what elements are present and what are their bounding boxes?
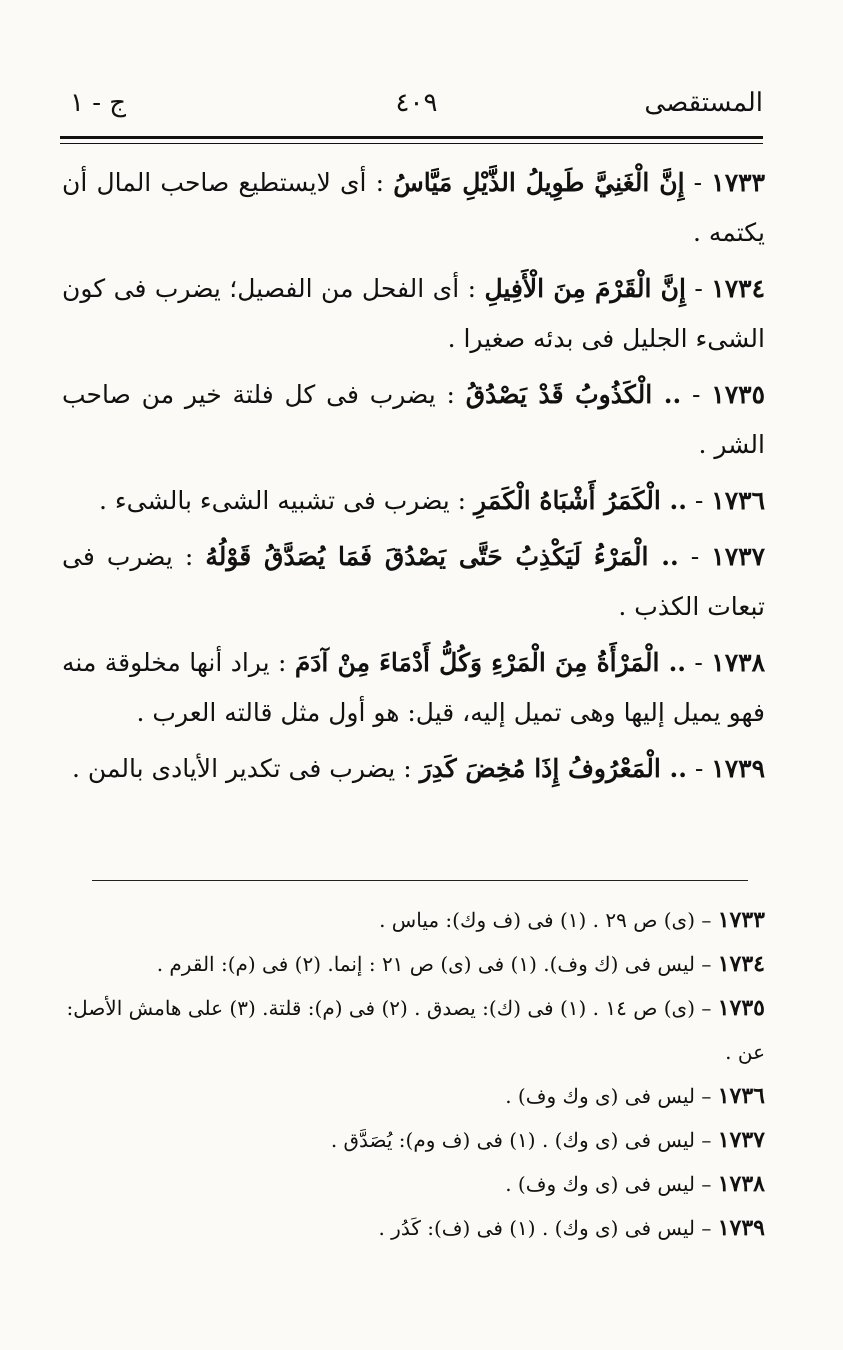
footnote: ١٧٣٨ – ليس فى (ى وك وف) .	[505, 1171, 765, 1197]
footnote-number: ١٧٣٨	[717, 1171, 765, 1197]
footnote-text: ليس فى (ك وف). (١) فى (ى) ص ٢١ : إنما. (٢) فى (م): القرم .	[156, 952, 696, 976]
proverb-entry: ١٧٣٩ - .. الْمَعْرُوفُ إِذَا مُخِضَ كَدِرَ : يضرب فى تكدير الأيادى بالمن .	[72, 754, 765, 783]
proverb-gloss: يضرب فى تشبيه الشىء بالشىء .	[98, 486, 450, 515]
footnote-number: ١٧٣٤	[717, 951, 765, 977]
proverb-phrase: .. الْكَمَرُ أَشْبَاهُ الْكَمَرِ	[474, 486, 687, 515]
page-number: ٤٠٩	[395, 88, 438, 118]
proverb-phrase: إِنَّ الْقَرْمَ مِنَ الْأَفِيلِ	[484, 274, 686, 303]
footnote-text: ليس فى (ى وك) . (١) فى (ف): كَدُر .	[378, 1216, 696, 1240]
footnote-text: ليس فى (ى وك وف) .	[505, 1084, 696, 1108]
entry-number: ١٧٣٣	[711, 168, 765, 197]
header-rule	[60, 136, 763, 144]
footnote: ١٧٣٩ – ليس فى (ى وك) . (١) فى (ف): كَدُر .	[378, 1215, 765, 1241]
proverb-phrase: إِنَّ الْغَنِيَّ طَوِيلُ الذَّيْلِ مَيَّاسُ	[393, 168, 685, 197]
footnote: ١٧٣٧ – ليس فى (ى وك) . (١) فى (ف وم): يُصَدَّق .	[330, 1127, 765, 1153]
proverb-phrase: .. الْمَرْأَةُ مِنَ الْمَرْءِ وَكُلُّ أَدْمَاءَ مِنْ آدَمَ	[294, 648, 686, 677]
footnote-number: ١٧٣٩	[717, 1215, 765, 1241]
entry-number: ١٧٣٧	[711, 542, 765, 571]
proverb-phrase: .. الْكَذُوبُ قَدْ يَصْدُقُ	[465, 380, 682, 409]
proverb-phrase: .. الْمَرْءُ لَيَكْذِبُ حَتَّى يَصْدُقَ فَمَا يُصَدَّقُ قَوْلُهُ	[205, 542, 679, 571]
proverb-entry: ١٧٣٧ - .. الْمَرْءُ لَيَكْذِبُ حَتَّى يَصْدُقَ فَمَا يُصَدَّقُ قَوْلُهُ : يضرب فى تبعات الكذب .	[62, 542, 765, 621]
entry-number: ١٧٣٦	[711, 486, 765, 515]
running-header	[70, 78, 763, 128]
proverb-gloss: يراد أنها مخلوقة منه فهو يميل إليها وهى تميل إليه، قيل: هو أول مثل قالته العرب .	[62, 648, 765, 727]
footnote: ١٧٣٥ – (ى) ص ١٤ . (١) فى (ك): يصدق . (٢) فى (م): قلتة. (٣) على هامش الأصل: عن .	[66, 995, 765, 1064]
proverb-entry: ١٧٣٤ - إِنَّ الْقَرْمَ مِنَ الْأَفِيلِ : أى الفحل من الفصيل؛ يضرب فى كون الشىء الجليل فى بدئه صغيرا .	[62, 274, 766, 353]
footnotes	[62, 898, 765, 1250]
proverb-entry: ١٧٣٣ - إِنَّ الْغَنِيَّ طَوِيلُ الذَّيْلِ مَيَّاسُ : أى لايستطيع صاحب المال أن يكتمه .	[62, 168, 765, 247]
proverb-list	[62, 158, 765, 800]
footnote-number: ١٧٣٥	[717, 995, 765, 1021]
footnote-text: ليس فى (ى وك) . (١) فى (ف وم): يُصَدَّق .	[330, 1128, 696, 1152]
entry-number: ١٧٣٨	[711, 648, 765, 677]
proverb-phrase: .. الْمَعْرُوفُ إِذَا مُخِضَ كَدِرَ	[419, 754, 687, 783]
entry-number: ١٧٣٥	[711, 380, 765, 409]
footnote-text: (ى) ص ١٤ . (١) فى (ك): يصدق . (٢) فى (م): قلتة. (٣) على هامش الأصل: عن .	[66, 996, 765, 1064]
proverb-gloss: أى لايستطيع صاحب المال أن يكتمه .	[62, 168, 765, 247]
footnote: ١٧٣٦ – ليس فى (ى وك وف) .	[505, 1083, 765, 1109]
proverb-entry: ١٧٣٨ - .. الْمَرْأَةُ مِنَ الْمَرْءِ وَكُلُّ أَدْمَاءَ مِنْ آدَمَ : يراد أنها مخلوقة منه فهو يميل إليها وهى تميل إليه، قيل: هو أول مثل قالته العرب .	[62, 648, 765, 727]
entry-number: ١٧٣٩	[711, 754, 765, 783]
proverb-gloss: يضرب فى كل فلتة خير من صاحب الشر .	[62, 380, 765, 459]
entry-number: ١٧٣٤	[711, 274, 766, 303]
proverb-gloss: يضرب فى تكدير الأيادى بالمن .	[72, 754, 396, 783]
footnote-text: ليس فى (ى وك وف) .	[505, 1172, 696, 1196]
proverb-gloss: يضرب فى تبعات الكذب .	[62, 542, 765, 621]
footnote-text: (ى) ص ٢٩ . (١) فى (ف وك): مياس .	[379, 908, 696, 932]
proverb-entry: ١٧٣٥ - .. الْكَذُوبُ قَدْ يَصْدُقُ : يضرب فى كل فلتة خير من صاحب الشر .	[62, 380, 765, 459]
footnote: ١٧٣٤ – ليس فى (ك وف). (١) فى (ى) ص ٢١ : إنما. (٢) فى (م): القرم .	[156, 951, 765, 977]
proverb-gloss: أى الفحل من الفصيل؛ يضرب فى كون الشىء الجليل فى بدئه صغيرا .	[62, 274, 765, 353]
proverb-entry: ١٧٣٦ - .. الْكَمَرُ أَشْبَاهُ الْكَمَرِ : يضرب فى تشبيه الشىء بالشىء .	[98, 486, 765, 515]
book-title: المستقصى	[644, 88, 763, 118]
footnote-number: ١٧٣٣	[717, 907, 765, 933]
footnote-number: ١٧٣٧	[717, 1127, 765, 1153]
footnote-rule	[92, 880, 748, 881]
volume-label: ج - ١	[70, 88, 127, 118]
footnote-number: ١٧٣٦	[717, 1083, 765, 1109]
footnote: ١٧٣٣ – (ى) ص ٢٩ . (١) فى (ف وك): مياس .	[379, 907, 765, 933]
